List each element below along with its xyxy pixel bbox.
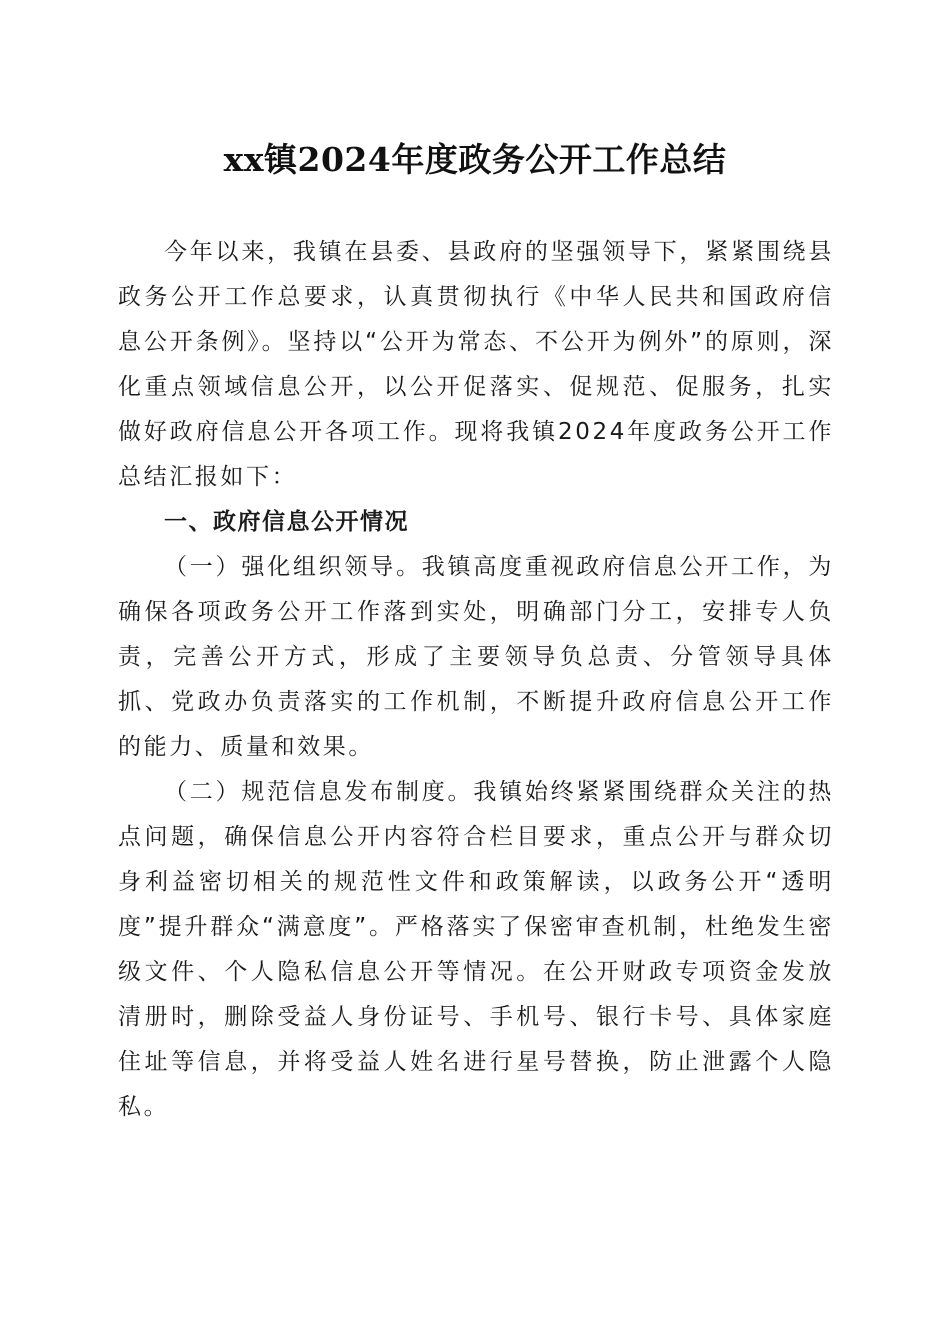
subheading-organization-leadership: （一）强化组织领导。 xyxy=(164,554,422,580)
paragraph-release-system-text: 我镇始终紧紧围绕群众关注的热点问题，确保信息公开内容符合栏目要求，重点公开与群众切身利益密切相关的规范性文件和政策解读，以政务公开“透明度”提升群众“满意度”。严格落实了保密审查机制，杜绝发生密级文件、个人隐私信息公开等情况。在公开财政专项资金发放清册时，删除受益人身份证号、手机号、银行卡号、具体家庭住址等信息，并将受益人姓名进行星号替换，防止泄露个人隐私。 xyxy=(118,779,834,1120)
document-body xyxy=(118,230,834,1130)
document-title: xx镇2024年度政务公开工作总结 xyxy=(223,140,727,179)
paragraph-organization-leadership xyxy=(118,545,834,770)
paragraph-release-system xyxy=(118,770,834,1130)
intro-paragraph: 今年以来，我镇在县委、县政府的坚强领导下，紧紧围绕县政务公开工作总要求，认真贯彻执行《中华人民共和国政府信息公开条例》。坚持以“公开为常态、不公开为例外”的原则，深化重点领域信息公开，以公开促落实、促规范、促服务，扎实做好政府信息公开各项工作。现将我镇2024年度政务公开工作总结汇报如下： xyxy=(118,239,834,490)
subheading-release-system: （二）规范信息发布制度。 xyxy=(164,779,474,805)
paragraph-organization-leadership-text: 我镇高度重视政府信息公开工作，为确保各项政务公开工作落到实处，明确部门分工，安排专人负责，完善公开方式，形成了主要领导负总责、分管领导具体抓、党政办负责落实的工作机制，不断提升政府信息公开工作的能力、质量和效果。 xyxy=(118,554,834,760)
section-heading-info-disclosure: 一、政府信息公开情况 xyxy=(164,509,409,535)
